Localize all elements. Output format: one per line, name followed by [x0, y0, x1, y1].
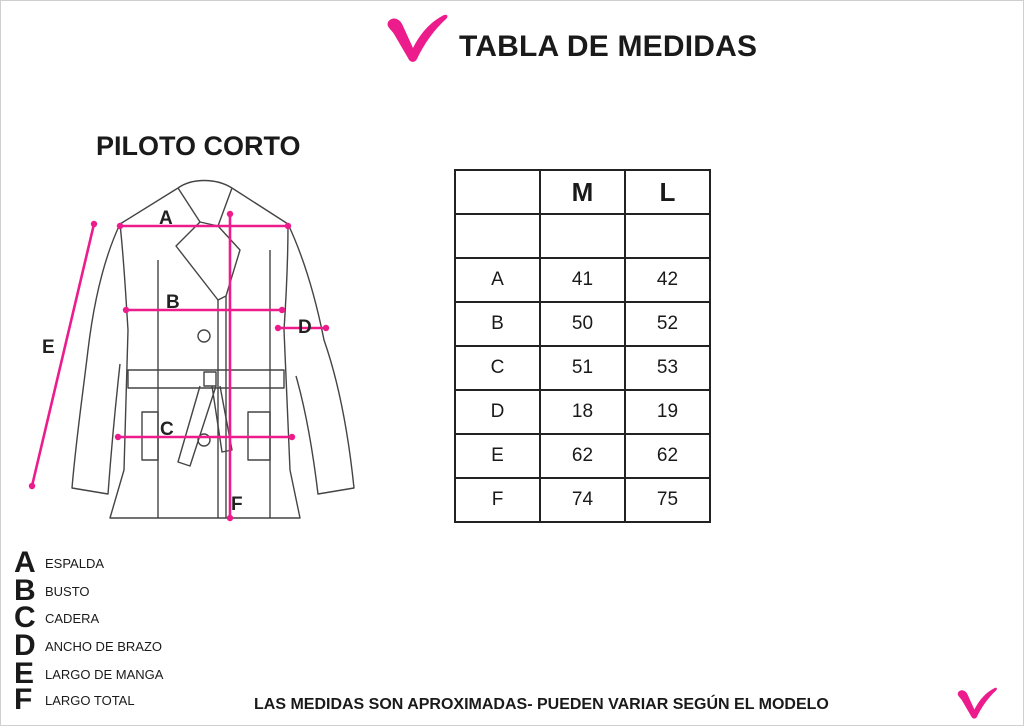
table-cell: [625, 214, 710, 258]
legend-item: [14, 546, 234, 579]
table-cell: [540, 214, 625, 258]
table-row: [455, 302, 710, 346]
cell-l: 19: [625, 390, 710, 434]
cell-m: 62: [540, 434, 625, 478]
label-f: F: [231, 494, 243, 515]
cell-m: 41: [540, 258, 625, 302]
table-row: [455, 258, 710, 302]
legend-text: BUSTO: [45, 584, 90, 599]
row-letter: A: [455, 258, 540, 302]
row-letter: F: [455, 478, 540, 522]
coat-outline: [72, 181, 354, 519]
legend-letter: C: [14, 601, 36, 634]
label-e: E: [42, 337, 55, 358]
legend-text: LARGO TOTAL: [45, 693, 135, 708]
legend-text: ANCHO DE BRAZO: [45, 639, 163, 654]
table-row: [455, 434, 710, 478]
cell-l: 53: [625, 346, 710, 390]
legend-letter: B: [14, 574, 36, 607]
row-letter: B: [455, 302, 540, 346]
table-row: [455, 346, 710, 390]
header-cell-m: M: [540, 170, 625, 214]
row-letter: C: [455, 346, 540, 390]
header-cell-l: L: [625, 170, 710, 214]
disclaimer-text: LAS MEDIDAS SON APROXIMADAS- PUEDEN VARIAR SEGÚN EL MODELO: [254, 696, 829, 713]
table-row: [455, 390, 710, 434]
legend-item: [14, 574, 234, 607]
header-cell-blank: [455, 170, 540, 214]
legend-text: LARGO DE MANGA: [45, 667, 164, 682]
legend-item: [14, 657, 234, 690]
brand-checkmark-small-icon: [955, 686, 999, 720]
legend-item: [14, 629, 234, 662]
legend-letter: D: [14, 629, 36, 662]
cell-l: 42: [625, 258, 710, 302]
row-letter: E: [455, 434, 540, 478]
legend-text: ESPALDA: [45, 556, 105, 571]
label-b: B: [166, 292, 180, 313]
legend-text: CADERA: [45, 611, 100, 626]
legend-letter: E: [14, 657, 35, 690]
legend-letter: A: [14, 546, 36, 579]
cell-m: 50: [540, 302, 625, 346]
cell-l: 62: [625, 434, 710, 478]
size-table: [454, 169, 711, 523]
table-spacer-row: [455, 214, 710, 258]
label-d: D: [298, 317, 312, 338]
table-header-row: [455, 170, 710, 214]
cell-m: 18: [540, 390, 625, 434]
cell-m: 74: [540, 478, 625, 522]
garment-name: PILOTO CORTO: [96, 131, 301, 161]
table-row: [455, 478, 710, 522]
cell-l: 75: [625, 478, 710, 522]
legend-item: [14, 601, 234, 634]
page-title: TABLA DE MEDIDAS: [459, 30, 758, 63]
legend-item: [14, 683, 234, 716]
label-a: A: [159, 208, 173, 229]
table-cell: [455, 214, 540, 258]
cell-m: 51: [540, 346, 625, 390]
label-c: C: [160, 419, 174, 440]
cell-l: 52: [625, 302, 710, 346]
legend-letter: F: [14, 683, 33, 716]
row-letter: D: [455, 390, 540, 434]
